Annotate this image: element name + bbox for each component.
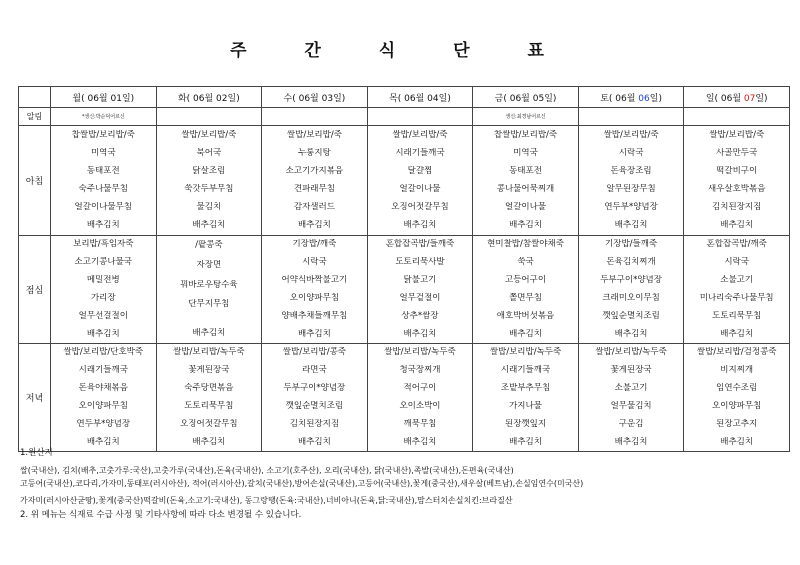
menu-item: 배추김치	[720, 220, 754, 231]
day-suffix: 일)	[121, 93, 135, 104]
day-prefix: 화( 06월	[177, 93, 217, 104]
menu-item: 동태포전	[86, 165, 120, 176]
menu-item: 숙주나물무침	[78, 184, 128, 195]
menu-item: 깻잎순멸치조림	[285, 400, 344, 411]
menu-item: 감자샐러드	[293, 202, 335, 213]
menu-item: 혼합잡곡밥/깨죽	[706, 239, 767, 250]
menu-cell	[262, 126, 368, 236]
menu-cell	[473, 126, 579, 236]
menu-item: 가지나물	[509, 400, 542, 411]
day-header	[367, 87, 473, 108]
day-number: 07	[743, 93, 756, 104]
header-row	[19, 87, 790, 108]
corner-cell	[19, 87, 51, 108]
menu-cell	[51, 236, 157, 344]
menu-item: 얼무겉절이	[399, 292, 441, 303]
menu-item: 깻잎순멸치조림	[602, 310, 660, 321]
menu-item: 돈육야채볶음	[78, 383, 128, 394]
menu-item: 소고기콩나물국	[74, 257, 133, 268]
notes-heading: 1.원산지	[20, 448, 53, 458]
menu-item: 꽃게된장국	[188, 365, 230, 376]
day-suffix: 일)	[755, 93, 768, 104]
menu-item: 도토리묵사발	[395, 257, 445, 268]
menu-item: 북어국	[196, 147, 222, 158]
menu-cell	[367, 236, 473, 344]
menu-cell	[51, 344, 157, 452]
day-prefix: 일( 06월	[705, 93, 744, 104]
menu-item: 김치된장지짐	[289, 418, 340, 429]
menu-item: 된장고추지	[716, 418, 758, 429]
menu-item: 가리장	[90, 292, 116, 303]
menu-item: 알무된장무침	[606, 184, 656, 195]
menu-item: 깨묵무침	[403, 418, 437, 429]
menu-item: 어약식바짝불고기	[281, 275, 348, 286]
page-title: 주 간 식 단 표	[230, 41, 570, 61]
menu-item: 누룽지탕	[297, 147, 331, 158]
origin-line: 고등어(국내산),코다리,가자미,동태포(러시아산), 적어(러시아산),갈치(국내산),방어손실(국내산),고등어(국내산),꽃게(중국산),새우살(베트남),손실임연수(미국산)	[20, 479, 584, 488]
day-header	[578, 87, 684, 108]
day-prefix: 월( 06월	[72, 93, 111, 104]
menu-item: 쌀밥/보리밥/검정콩죽	[696, 347, 777, 358]
menu-item: 미역국	[513, 147, 538, 158]
origin-line: 쌀(국내산), 김치(배추,고춧가루:국산),고춧가루(국내산),돈육(국내산), 소고기(호주산), 오리(국내산), 닭(국내산),족발(국내산),돈편육(국내산)	[20, 466, 514, 475]
menu-item: 쌀밥/보리밥/죽	[286, 129, 342, 140]
menu-item: 배추김치	[614, 436, 648, 447]
menu-item: 오이소박이	[399, 400, 441, 411]
menu-item: 두부구이*양념장	[283, 383, 346, 394]
menu-item: 물김치	[196, 202, 222, 213]
menu-item: 시래기들깨국	[500, 365, 551, 376]
menu-item: 고등어구이	[505, 275, 547, 286]
menu-item: 오이양파무침	[78, 400, 128, 411]
menu-item: 조밭부추무침	[500, 383, 551, 394]
menu-item: 현미찰밥/참쌀야채죽	[487, 239, 564, 250]
menu-item: 애호박버섯볶음	[496, 310, 555, 321]
menu-cell	[156, 236, 262, 344]
alarm-cell	[684, 108, 790, 126]
menu-item: 배추김치	[720, 436, 754, 447]
menu-item: 쌀밥/보리밥/녹두죽	[595, 347, 667, 358]
menu-item: 돈육김치찌개	[606, 257, 656, 268]
menu-item: 찹쌀밥/보리밥/죽	[71, 129, 135, 140]
menu-item: 쌀밥/보리밥/녹두죽	[489, 347, 562, 358]
menu-item: 배추김치	[403, 220, 437, 231]
day-suffix: 일)	[544, 93, 557, 104]
weekly-menu-table	[18, 86, 790, 452]
menu-item: 메밀전병	[86, 275, 120, 286]
menu-item: 배추김치	[86, 220, 120, 231]
menu-item: 미역국	[90, 147, 116, 158]
menu-item: 배추김치	[86, 328, 120, 339]
menu-item: 크래미오이무침	[602, 292, 660, 303]
menu-item: 기장밥/깨죽	[292, 239, 337, 250]
menu-cell	[473, 344, 579, 452]
menu-cell	[367, 344, 473, 452]
menu-item: 쌀밥/보리밥/죽	[603, 129, 659, 140]
menu-item: 배추김치	[403, 436, 437, 447]
meal-row-0	[19, 126, 790, 236]
menu-item: 구운김	[618, 418, 644, 429]
menu-cell	[156, 344, 262, 452]
menu-item: 소불고기	[614, 383, 648, 394]
menu-item: 쌀밥/보리밥/죽	[181, 129, 237, 140]
menu-item: 쌀밥/보리밥/죽	[392, 129, 448, 140]
menu-item: 쫄면무침	[509, 292, 542, 303]
menu-item: 배추김치	[297, 436, 331, 447]
menu-item: 시래기들깨국	[78, 365, 128, 376]
menu-item: 배추김치	[192, 327, 226, 338]
menu-item: 소불고기	[720, 275, 754, 286]
notes-section	[20, 448, 790, 521]
menu-cell	[578, 344, 684, 452]
meal-row-1	[19, 236, 790, 344]
menu-item: 돈육장조림	[610, 165, 652, 176]
day-header	[473, 87, 579, 108]
day-prefix: 목( 06월	[389, 93, 428, 104]
menu-item: 얼갈이나물	[399, 184, 441, 195]
menu-item: 닭불고기	[403, 275, 437, 286]
meal-row-2	[19, 344, 790, 452]
day-number: 02	[216, 93, 228, 104]
menu-item: 오이양파무침	[289, 292, 340, 303]
menu-item: 쑥국	[517, 257, 534, 268]
menu-item: 소고기가지볶음	[285, 165, 344, 176]
menu-item: 닭살조림	[192, 165, 226, 176]
menu-item: 배추김치	[509, 220, 542, 231]
menu-item: 배추김치	[86, 436, 120, 447]
menu-item: 꽃게된장국	[610, 365, 652, 376]
menu-item: 쌀밥/보리밥/녹두죽	[173, 347, 245, 358]
menu-item: 미나리숙주나물무침	[699, 292, 774, 303]
day-suffix: 일)	[333, 93, 346, 104]
alarm-cell	[578, 108, 684, 126]
menu-item: 라면국	[302, 365, 327, 376]
menu-item: 시락국	[302, 257, 327, 268]
menu-item: 단무지무침	[188, 299, 230, 310]
menu-item: 자장면	[196, 259, 222, 270]
menu-cell	[578, 236, 684, 344]
alarm-cell	[367, 108, 473, 126]
menu-item: 기장밥/들깨죽	[605, 239, 658, 250]
menu-item: 배추김치	[192, 436, 226, 447]
day-prefix: 토( 06월	[600, 93, 639, 104]
menu-item: 배추김치	[509, 436, 542, 447]
menu-cell	[684, 126, 790, 236]
menu-item: 연두부*양념장	[604, 202, 658, 213]
menu-item: 배추김치	[192, 220, 226, 231]
menu-cell	[684, 236, 790, 344]
menu-item: 숙주당면볶음	[184, 383, 234, 394]
day-header	[51, 87, 157, 108]
day-number: 05	[532, 93, 545, 104]
origin-line: 가자미(러시아산굳땅),꽃게(중국산)떡갈비(돈육,소고기:국내산), 동그랑땡(돈육:국내산),너비아니(돈육,닭:국내산),맘스터치손실치킨:브라질산	[20, 496, 513, 505]
menu-item: 쌀밥/보리밥/죽	[709, 129, 765, 140]
alarm-cell: 생신:최경남어르신	[473, 108, 579, 126]
day-prefix: 수( 06월	[283, 93, 322, 104]
menu-item: 적어구이	[403, 383, 437, 394]
menu-item: 임연수조림	[716, 383, 758, 394]
day-header	[262, 87, 368, 108]
menu-item: 콩나물어묵찌개	[496, 184, 555, 195]
menu-item: 얼갈이나물	[505, 202, 547, 213]
alarm-cell: *생신:박순덕어르신	[51, 108, 157, 126]
menu-item: 꿔바로우탕수육	[180, 279, 238, 290]
menu-cell	[578, 126, 684, 236]
menu-item: 오이양파무침	[712, 400, 762, 411]
menu-item: 연두부*양념장	[76, 418, 131, 429]
alarm-cell	[262, 108, 368, 126]
menu-item: 비지찌개	[720, 365, 754, 376]
menu-item: 견파래무침	[293, 184, 335, 195]
menu-item: 도토리묵무침	[184, 400, 234, 411]
alarm-row	[19, 108, 790, 126]
menu-cell	[156, 126, 262, 236]
menu-cell	[367, 126, 473, 236]
menu-item: 쌀밥/보리밥/녹두죽	[384, 347, 456, 358]
alarm-cell	[156, 108, 262, 126]
day-header	[156, 87, 262, 108]
menu-item: 시락국	[618, 147, 644, 158]
day-suffix: 일)	[438, 93, 451, 104]
day-number: 03	[321, 93, 334, 104]
menu-cell	[684, 344, 790, 452]
menu-item: 찹쌀밥/보리밥/죽	[493, 129, 558, 140]
day-prefix: 금( 06월	[494, 93, 533, 104]
menu-item: 김치된장지짐	[712, 202, 762, 213]
menu-item: 사골만두국	[716, 147, 758, 158]
day-number: 04	[427, 93, 439, 104]
meal-label: 점심	[19, 236, 51, 344]
menu-item: 쌀밥/보리밥/단호박죽	[63, 347, 144, 358]
menu-item: 양배추채들깨무침	[281, 310, 348, 321]
menu-item: 배추김치	[720, 328, 754, 339]
menu-item: 두부구이*양념장	[600, 275, 662, 286]
menu-item: 얼무물김치	[610, 400, 652, 411]
menu-item: 달걀찜	[407, 165, 433, 176]
menu-item: 떡갈비구이	[716, 165, 758, 176]
day-number: 06	[638, 93, 650, 104]
day-number: 01	[110, 93, 122, 104]
menu-item: 배추김치	[614, 328, 648, 339]
menu-item: 시락국	[724, 257, 749, 268]
menu-item: 보리밥/흑임자죽	[73, 239, 134, 250]
day-suffix: 일)	[227, 93, 240, 104]
menu-item: 새우살호박볶음	[707, 184, 766, 195]
menu-item: 시래기들깨국	[395, 147, 445, 158]
menu-item: 배추김치	[403, 328, 437, 339]
menu-item: 배추김치	[297, 328, 331, 339]
notice-line: 2. 위 메뉴는 식재료 수급 사정 및 기타사항에 따라 다소 변경될 수 있습니다.	[20, 510, 302, 520]
menu-item: 배추김치	[614, 220, 648, 231]
menu-cell	[262, 344, 368, 452]
menu-cell	[262, 236, 368, 344]
meal-label: 저녁	[19, 344, 51, 452]
menu-item: 얼갈이나물무침	[74, 202, 133, 213]
menu-item: 혼합잡곡밥/들깨죽	[385, 239, 455, 250]
menu-item: 배추김치	[509, 328, 542, 339]
menu-item: 도토리묵무침	[712, 310, 762, 321]
day-suffix: 일)	[649, 93, 662, 104]
menu-item: 된장깻잎지	[505, 418, 547, 429]
menu-item: 배추김치	[297, 220, 331, 231]
menu-cell	[473, 236, 579, 344]
meal-label: 아침	[19, 126, 51, 236]
menu-item: /팥콩죽	[195, 240, 223, 251]
row-label-alarm: 알림	[19, 108, 51, 126]
menu-item: 오징어젓갈무침	[180, 418, 238, 429]
menu-item: 상추*쌈장	[401, 310, 439, 321]
menu-item: 오징어젓갈무침	[391, 202, 449, 213]
menu-item: 청국장찌개	[399, 365, 441, 376]
menu-item: 쌀밥/보리밥/콩죽	[282, 347, 347, 358]
menu-item: 쑥갓두부무침	[184, 184, 234, 195]
menu-item: 얼무선걸절이	[78, 310, 128, 321]
menu-item: 동태포전	[509, 165, 542, 176]
menu-cell	[51, 126, 157, 236]
day-header	[684, 87, 790, 108]
